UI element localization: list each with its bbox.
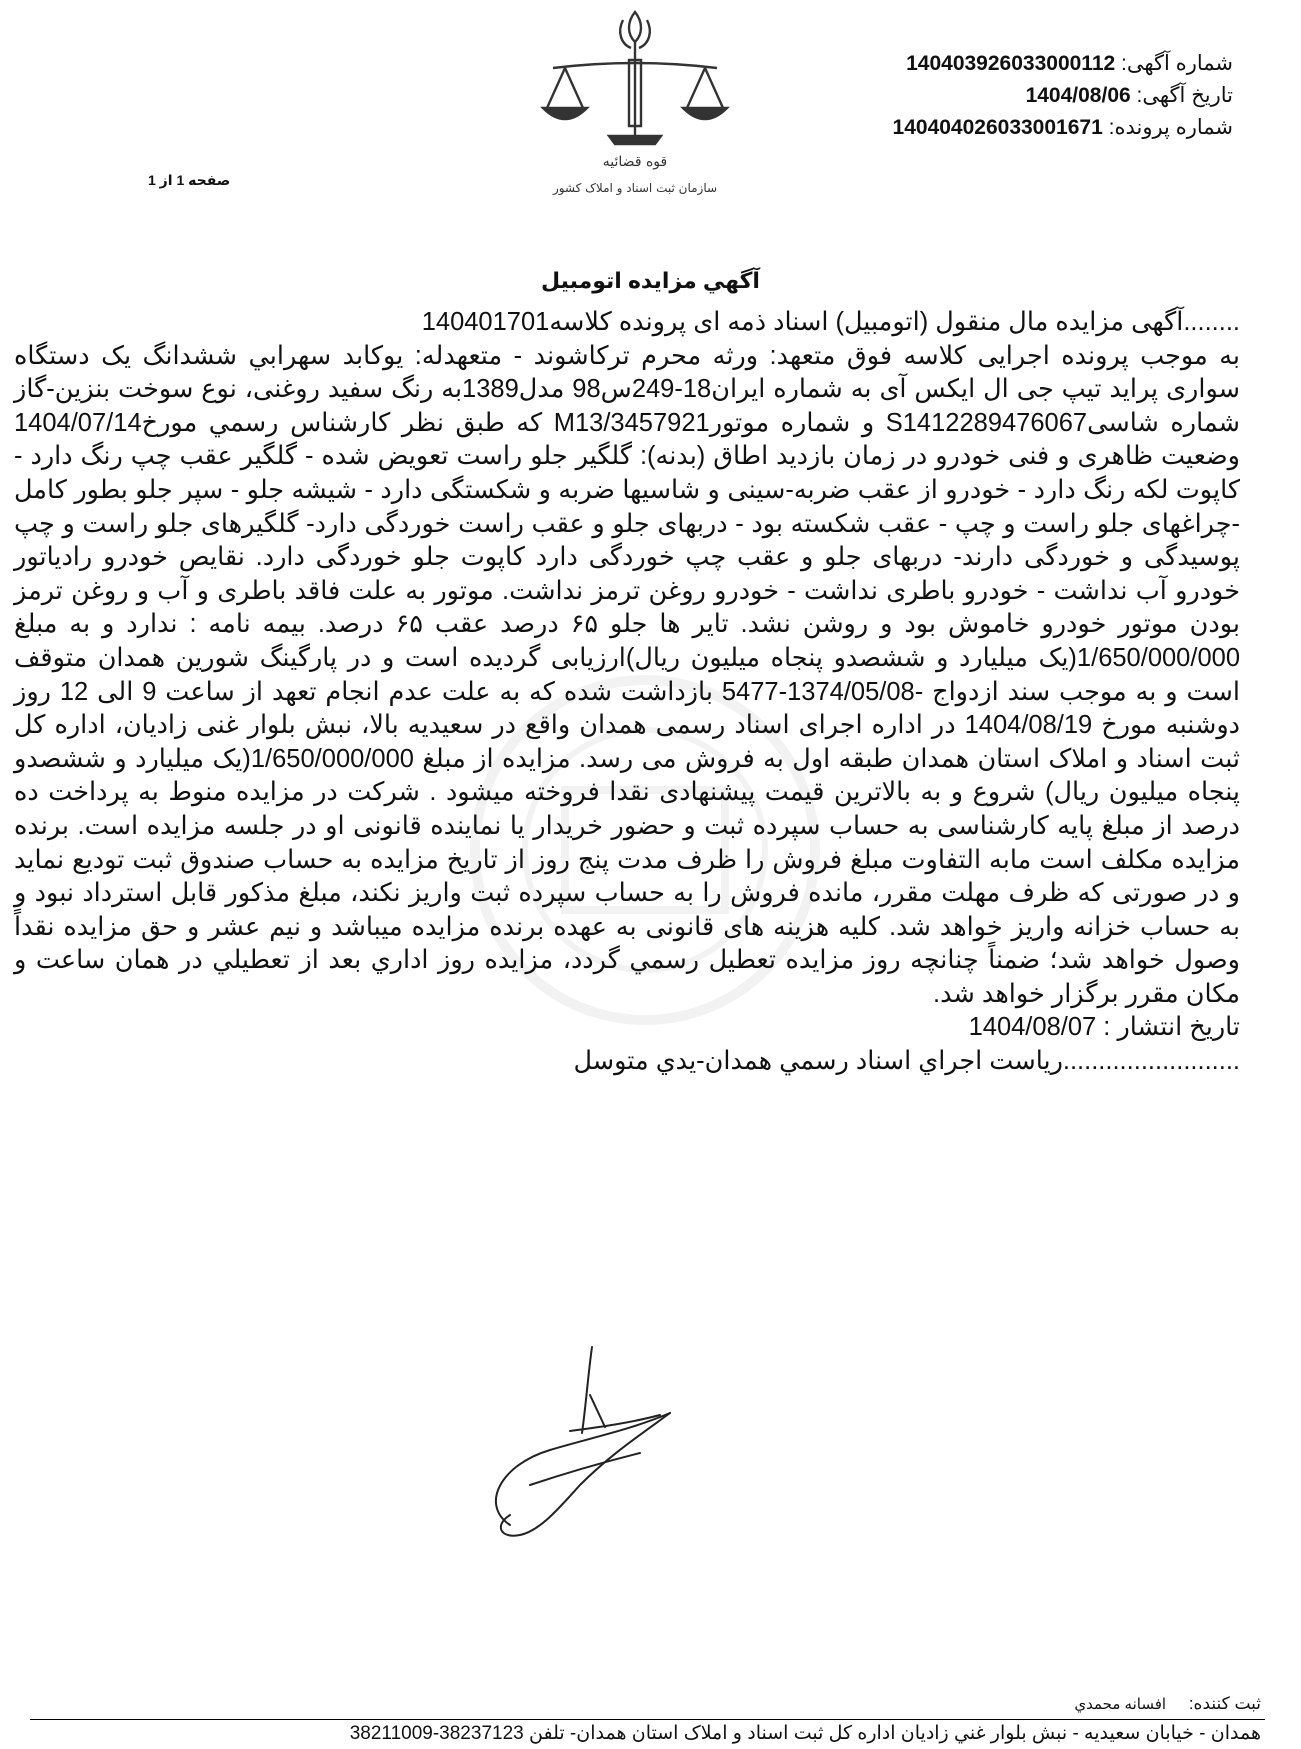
notice-body	[14, 306, 1240, 1079]
footer-address: همدان - خیابان سعیدیه - نبش بلوار غني زاديان اداره كل ثبت اسناد و املاک استان همدان- تلفن 38237123-38211009	[349, 1723, 1261, 1744]
registrar-name: افسانه محمدي	[1074, 1696, 1167, 1713]
notice-signoff: .........................رياست اجراي اسناد رسمي همدان-يدي متوسل	[573, 1047, 1240, 1076]
case-number: 140404026033001671	[892, 116, 1103, 139]
notice-title: آگهي مزايده اتومبيل	[541, 268, 760, 293]
judiciary-emblem-logo	[535, 8, 735, 223]
case-number-label: شماره پرونده:	[1108, 116, 1233, 139]
notice-number-label: شماره آگهی:	[1121, 52, 1233, 75]
notice-number-row	[713, 48, 1233, 80]
notice-intro-line: ........آگهی مزایده مال منقول (اتومبیل) اسناد ذمه ای پرونده کلاسه140401701	[421, 308, 1240, 336]
notice-date: 1404/08/06	[1025, 84, 1131, 107]
notice-date-label: تاریخ آگهی:	[1136, 84, 1233, 107]
notice-date-row	[713, 80, 1233, 112]
footer-divider	[30, 1719, 1265, 1720]
publish-date: 1404/08/07	[968, 1013, 1097, 1042]
registrar	[1074, 1694, 1261, 1714]
notice-metadata	[713, 48, 1233, 144]
page-indicator: صفحه 1 از 1	[148, 172, 231, 188]
notice-main-paragraph: به موجب پرونده اجرایی کلاسه فوق متعهد: ورثه محرم ترکاشوند - متعهدله: يوکابد سهرابي ششدانگ یک دستگاه سواری پراید تیپ جی ال ایکس آی به شماره ایران18-249س98 مدل1389به رنگ سفید روغنی، نوع سوخت بنزین-گاز شماره شاسیS1412289476067 و شماره موتورM13/3457921 که طبق نظر کارشناس رسمي مورخ1404/07/14 وضعیت ظاهری و فنی خودرو در زمان بازدید اطاق (بدنه): گلگیر جلو راست تعویض شده - گلگیر عقب چپ رنگ دارد - کاپوت لکه رنگ دارد - خودرو از عقب ضربه-سینی و شاسیها ضربه و شکستگی دارد - شیشه جلو - سپر جلو بطور کامل -چراغهای جلو راست و چپ - عقب شکسته بود - دربهای جلو و عقب راست خوردگی دارد- گلگیرهای جلو راست و چپ پوسیدگی و خوردگی دارند- دربهای جلو و عقب چپ خوردگی دارد کاپوت جلو خوردگی دارد. نقایص خودرو رادیاتور خودرو آب نداشت - خودرو باطری نداشت - خودرو روغن ترمز نداشت. موتور به علت فاقد باطری و آب و روغن ترمز بودن موتور خودرو خاموش بود و روشن نشد. تایر ها جلو ۶۵ درصد عقب ۶۵ درصد. بیمه نامه : ندارد و به مبلغ 1/650/000/000(یک میلیارد و ششصدو پنجاه میلیون ریال)ارزیابی گردیده است و در پارگینگ شورین همدان متوقف است و به موجب سند ازدواج -1374/05/08-5477 بازداشت شده که به علت عدم انجام تعهد از ساعت 9 الی 12 روز دوشنبه مورخ 1404/08/19 در اداره اجرای اسناد رسمی همدان واقع در سعیدیه بالا، نبش بلوار غنی زادیان، اداره کل ثبت اسناد و املاک استان همدان طبقه اول به فروش می رسد. مزایده از مبلغ 1/650/000/000(یک میلیارد و ششصدو پنجاه میلیون ریال) شروع و به بالاترین قیمت پیشنهادی نقدا فروخته میشود . شرکت در مزایده منوط به پرداخت ده درصد از مبلغ پایه کارشناسی به حساب سپرده ثبت و حضور خریدار یا نماینده قانونی او در جلسه مزایده است. برنده مزایده مکلف است مابه التفاوت مبلغ فروش را ظرف مدت پنج روز از تاریخ مزایده به حساب صندوق ثبت تودیع نماید و در صورتی که ظرف مهلت مقرر، مانده فروش را به حساب سپرده ثبت واریز نکند، مبلغ مذکور قابل استرداد نبود و به حساب خزانه واریز خواهد شد. کلیه هزینه های قانونی به عهده برنده مزایده میباشد و نیم عشر و حق مزایده نقداً وصول خواهد شد؛ ضمناً چنانچه روز مزایده تعطیل رسمي گردد، مزايده روز اداري بعد از تعطيلي در همان ساعت و مكان مقرر برگزار خواهد شد.	[14, 341, 1241, 1008]
logo-text-top: قوه قضائیه	[602, 154, 668, 170]
publish-date-line	[14, 1011, 1240, 1045]
logo-text-bottom: سازمان ثبت اسناد و املاک کشور	[552, 181, 718, 195]
publish-date-label: تاریخ انتشار :	[1103, 1013, 1240, 1042]
signature	[470, 1335, 710, 1550]
registrar-label: ثبت کننده:	[1188, 1694, 1261, 1713]
notice-number: 140403926033000112	[906, 52, 1116, 75]
case-number-row	[713, 112, 1233, 144]
